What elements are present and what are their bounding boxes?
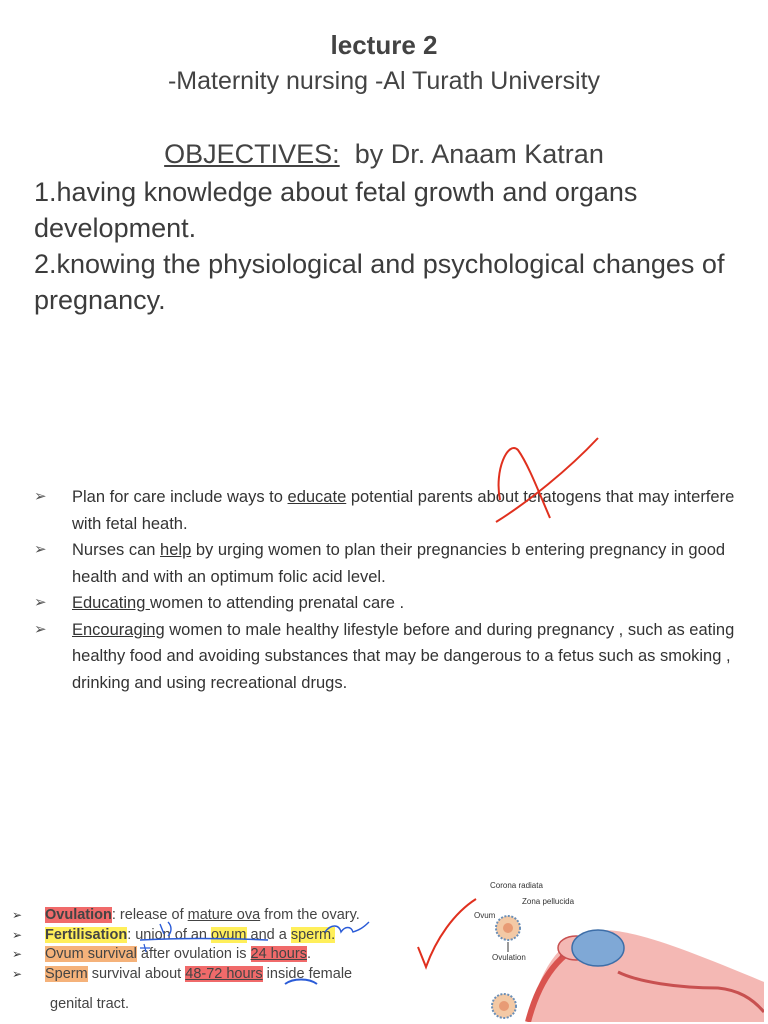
bullet-keyword: educate	[287, 488, 347, 506]
note-keyword: sperm.	[290, 926, 336, 943]
arrow-bullet-icon: ➢	[34, 620, 47, 638]
ovulation-label: Ovulation	[492, 953, 526, 962]
bullet-text: by urging women to plan their pregnancies b entering pregnancy in good health and with an optimum folic acid level.	[72, 541, 726, 586]
list-item	[34, 484, 744, 537]
bullet-text: women to male healthy lifestyle before and during pregnancy , such as eating healthy food and avoiding substances that may be dangerous to a fetus such as smoking , drinking and using recreational drugs.	[72, 620, 735, 692]
bullet-text: women to attending prenatal care .	[149, 594, 405, 612]
bullet-text: Plan for care include ways to	[72, 488, 288, 506]
note-keyword: 24 hours	[250, 946, 307, 962]
objectives-label: OBJECTIVES:	[164, 139, 340, 169]
objective-1: 1.having knowledge about fetal growth and organs development.	[34, 177, 638, 243]
care-bullet-list	[34, 484, 744, 696]
zona-label: Zona pellucida	[522, 897, 575, 906]
ovulation-diagram	[468, 872, 764, 1022]
arrow-bullet-icon: ➢	[12, 908, 23, 922]
bullet-text: potential parents about teratogens that may interfere with fetal heath.	[72, 488, 735, 533]
note-keyword: 48-72 hours	[185, 965, 263, 982]
bullet-keyword: Encouraging	[72, 620, 165, 639]
note-keyword: mature ova	[187, 907, 261, 923]
handwritten-x-icon	[488, 430, 608, 530]
bullet-text: Nurses can	[72, 541, 161, 559]
lecture-title: lecture 2	[330, 30, 438, 60]
blue-annotation-icon	[140, 918, 410, 998]
note-text: after ovulation is	[136, 946, 251, 962]
note-text: .	[306, 946, 311, 962]
arrow-bullet-icon: ➢	[34, 541, 47, 558]
corona-label: Corona radiata	[490, 881, 543, 890]
note-text: and a	[246, 926, 291, 943]
note-text: : union of an	[127, 926, 212, 943]
lecture-subtitle: -Maternity nursing -Al Turath University	[167, 67, 601, 95]
note-text: : release of	[111, 907, 188, 923]
note-term: Ovulation	[45, 907, 112, 923]
ovum-cell-icon	[496, 916, 520, 940]
ovum-label: Ovum	[474, 911, 496, 920]
objective-2: 2.knowing the physiological and psychological changes of pregnancy.	[34, 249, 725, 315]
note-keyword: ovum	[211, 926, 247, 943]
list-item	[34, 537, 744, 590]
note-term: Ovum survival	[45, 946, 137, 962]
arrow-bullet-icon: ➢	[12, 947, 23, 961]
arrow-bullet-icon: ➢	[34, 594, 47, 611]
ovum-cell-lower-icon	[492, 994, 516, 1018]
bullet-keyword: help	[160, 541, 192, 559]
arrow-bullet-icon: ➢	[12, 927, 23, 942]
list-item	[34, 617, 744, 697]
objectives-heading	[0, 139, 768, 170]
note-continuation: genital tract.	[50, 996, 129, 1012]
author: by Dr. Anaam Katran	[354, 139, 604, 169]
note-text: survival about	[87, 965, 186, 982]
note-term: Fertilisation	[45, 926, 128, 943]
list-item	[34, 590, 744, 617]
note-text: from the ovary.	[260, 907, 360, 923]
bullet-keyword: Educating	[72, 594, 150, 612]
arrow-bullet-icon: ➢	[34, 488, 47, 505]
note-text: inside female	[262, 965, 353, 982]
arrow-bullet-icon: ➢	[12, 966, 23, 981]
note-term: Sperm	[45, 965, 88, 982]
